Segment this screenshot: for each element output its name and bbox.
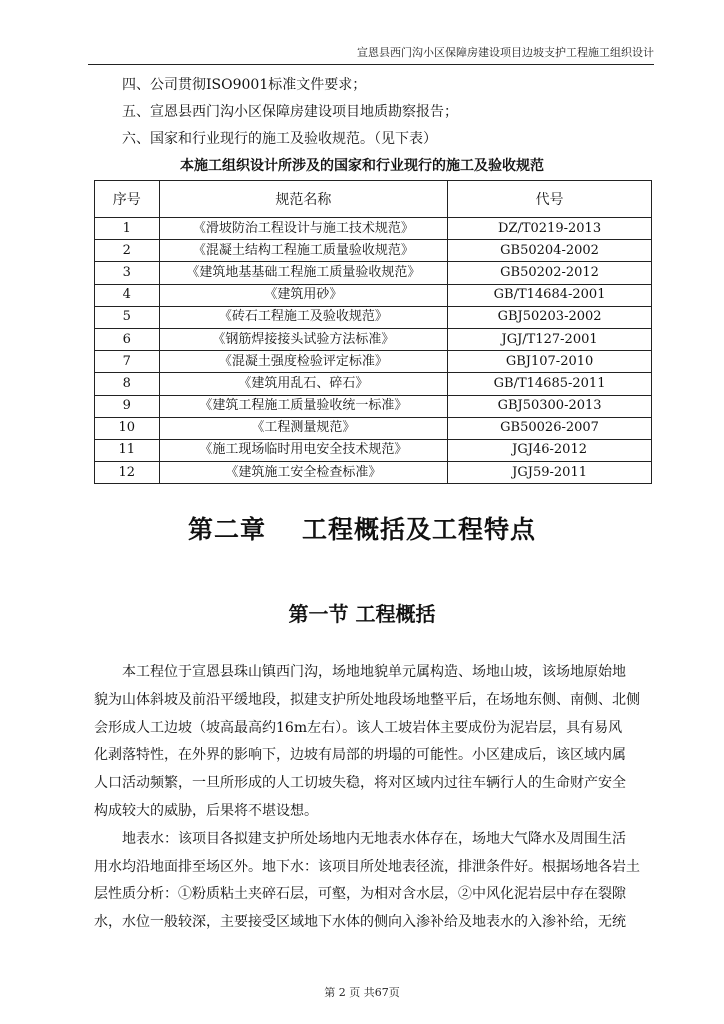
cell-name: 《施工现场临时用电安全技术规范》	[159, 439, 448, 461]
cell-no: 1	[95, 218, 160, 240]
cell-name: 《建筑地基基础工程施工质量验收规范》	[159, 262, 448, 284]
table-row	[95, 306, 652, 328]
table-header-row	[95, 181, 652, 218]
cell-code: GB50202-2012	[448, 262, 652, 284]
table-row	[95, 284, 652, 306]
body-line: 貌为山体斜坡及前沿平缓地段，拟建支护所处地段场地整平后，在场地东侧、南侧、北侧	[94, 691, 640, 708]
cell-name: 《工程测量规范》	[159, 417, 448, 439]
body-paragraphs	[94, 659, 654, 937]
cell-code: GBJ50300-2013	[448, 395, 652, 417]
intro-item: 五、宣恩县西门沟小区保障房建设项目地质勘察报告；	[122, 104, 458, 120]
cell-no: 2	[95, 240, 160, 262]
cell-code: GB50204-2002	[448, 240, 652, 262]
cell-name: 《建筑用乱石、碎石》	[159, 373, 448, 395]
intro-list	[122, 72, 458, 153]
cell-name: 《建筑工程施工质量验收统一标准》	[159, 395, 448, 417]
cell-code: JGJ/T127-2001	[448, 328, 652, 350]
table-row	[95, 328, 652, 350]
chapter-heading	[0, 510, 724, 546]
body-line: 构成较大的威胁，后果将不堪设想。	[94, 802, 318, 819]
cell-code: GBJ107-2010	[448, 351, 652, 373]
cell-name: 《混凝土结构工程施工质量验收规范》	[159, 240, 448, 262]
header-name: 规范名称	[159, 181, 448, 218]
cell-no: 5	[95, 306, 160, 328]
body-line: 人口活动频繁，一旦所形成的人工切坡失稳，将对区域内过往车辆行人的生命财产安全	[94, 775, 626, 792]
table-row	[95, 351, 652, 373]
table-row	[95, 373, 652, 395]
body-line: 化剥落特性，在外界的影响下，边坡有局部的坍塌的可能性。小区建成后，该区域内属	[94, 747, 626, 764]
table-title: 本施工组织设计所涉及的国家和行业现行的施工及验收规范	[180, 158, 544, 174]
cell-no: 7	[95, 351, 160, 373]
chapter-number: 第二章	[187, 515, 266, 544]
cell-code: JGJ59-2011	[448, 462, 652, 484]
page-footer: 第 2 页 共67页	[324, 986, 400, 999]
cell-code: JGJ46-2012	[448, 439, 652, 461]
cell-no: 10	[95, 417, 160, 439]
chapter-title: 工程概括及工程特点	[302, 515, 537, 544]
body-line: 水，水位一般较深，主要接受区域地下水体的侧向入渗补给及地表水的入渗补给，无统	[94, 914, 626, 931]
cell-no: 12	[95, 462, 160, 484]
table-row	[95, 462, 652, 484]
page-header-title: 宣恩县西门沟小区保障房建设项目边坡支护工程施工组织设计	[357, 46, 654, 59]
body-line: 用水均沿地面排至场区外。地下水：该项目所处地表径流，排泄条件好。根据场地各岩土	[94, 858, 640, 875]
cell-no: 6	[95, 328, 160, 350]
cell-name: 《滑坡防治工程设计与施工技术规范》	[159, 218, 448, 240]
cell-no: 8	[95, 373, 160, 395]
body-line: 本工程位于宣恩县珠山镇西门沟，场地地貌单元属构造、场地山坡，该场地原始地	[122, 664, 626, 680]
page-header-rule	[88, 64, 654, 65]
table-row	[95, 218, 652, 240]
table-row	[95, 439, 652, 461]
cell-no: 4	[95, 284, 160, 306]
standards-table	[94, 180, 652, 484]
body-line: 会形成人工边坡（坡高最高约16m左右）。该人工坡岩体主要成份为泥岩层，具有易风	[94, 719, 623, 736]
intro-item: 六、国家和行业现行的施工及验收规范。（见下表）	[122, 131, 437, 147]
table-row	[95, 417, 652, 439]
cell-name: 《建筑施工安全检查标准》	[159, 462, 448, 484]
cell-code: DZ/T0219-2013	[448, 218, 652, 240]
cell-name: 《混凝土强度检验评定标准》	[159, 351, 448, 373]
cell-code: GB/T14685-2011	[448, 373, 652, 395]
table-row	[95, 395, 652, 417]
cell-name: 《建筑用砂》	[159, 284, 448, 306]
cell-code: GB50026-2007	[448, 417, 652, 439]
cell-name: 《砖石工程施工及验收规范》	[159, 306, 448, 328]
cell-code: GBJ50203-2002	[448, 306, 652, 328]
cell-no: 9	[95, 395, 160, 417]
body-line: 层性质分析：①粉质粘土夹碎石层，可壑，为相对含水层，②中风化泥岩层中存在裂隙	[94, 886, 626, 903]
header-no: 序号	[95, 181, 160, 218]
cell-code: GB/T14684-2001	[448, 284, 652, 306]
section-heading: 第一节 工程概括	[288, 602, 436, 626]
cell-no: 3	[95, 262, 160, 284]
header-code: 代号	[448, 181, 652, 218]
cell-name: 《钢筋焊接接头试验方法标准》	[159, 328, 448, 350]
body-line: 地表水：该项目各拟建支护所处场地内无地表水体存在，场地大气降水及周围生活	[122, 830, 626, 847]
table-row	[95, 240, 652, 262]
table-row	[95, 262, 652, 284]
intro-item: 四、公司贯彻ISO9001标准文件要求；	[122, 77, 367, 93]
cell-no: 11	[95, 439, 160, 461]
